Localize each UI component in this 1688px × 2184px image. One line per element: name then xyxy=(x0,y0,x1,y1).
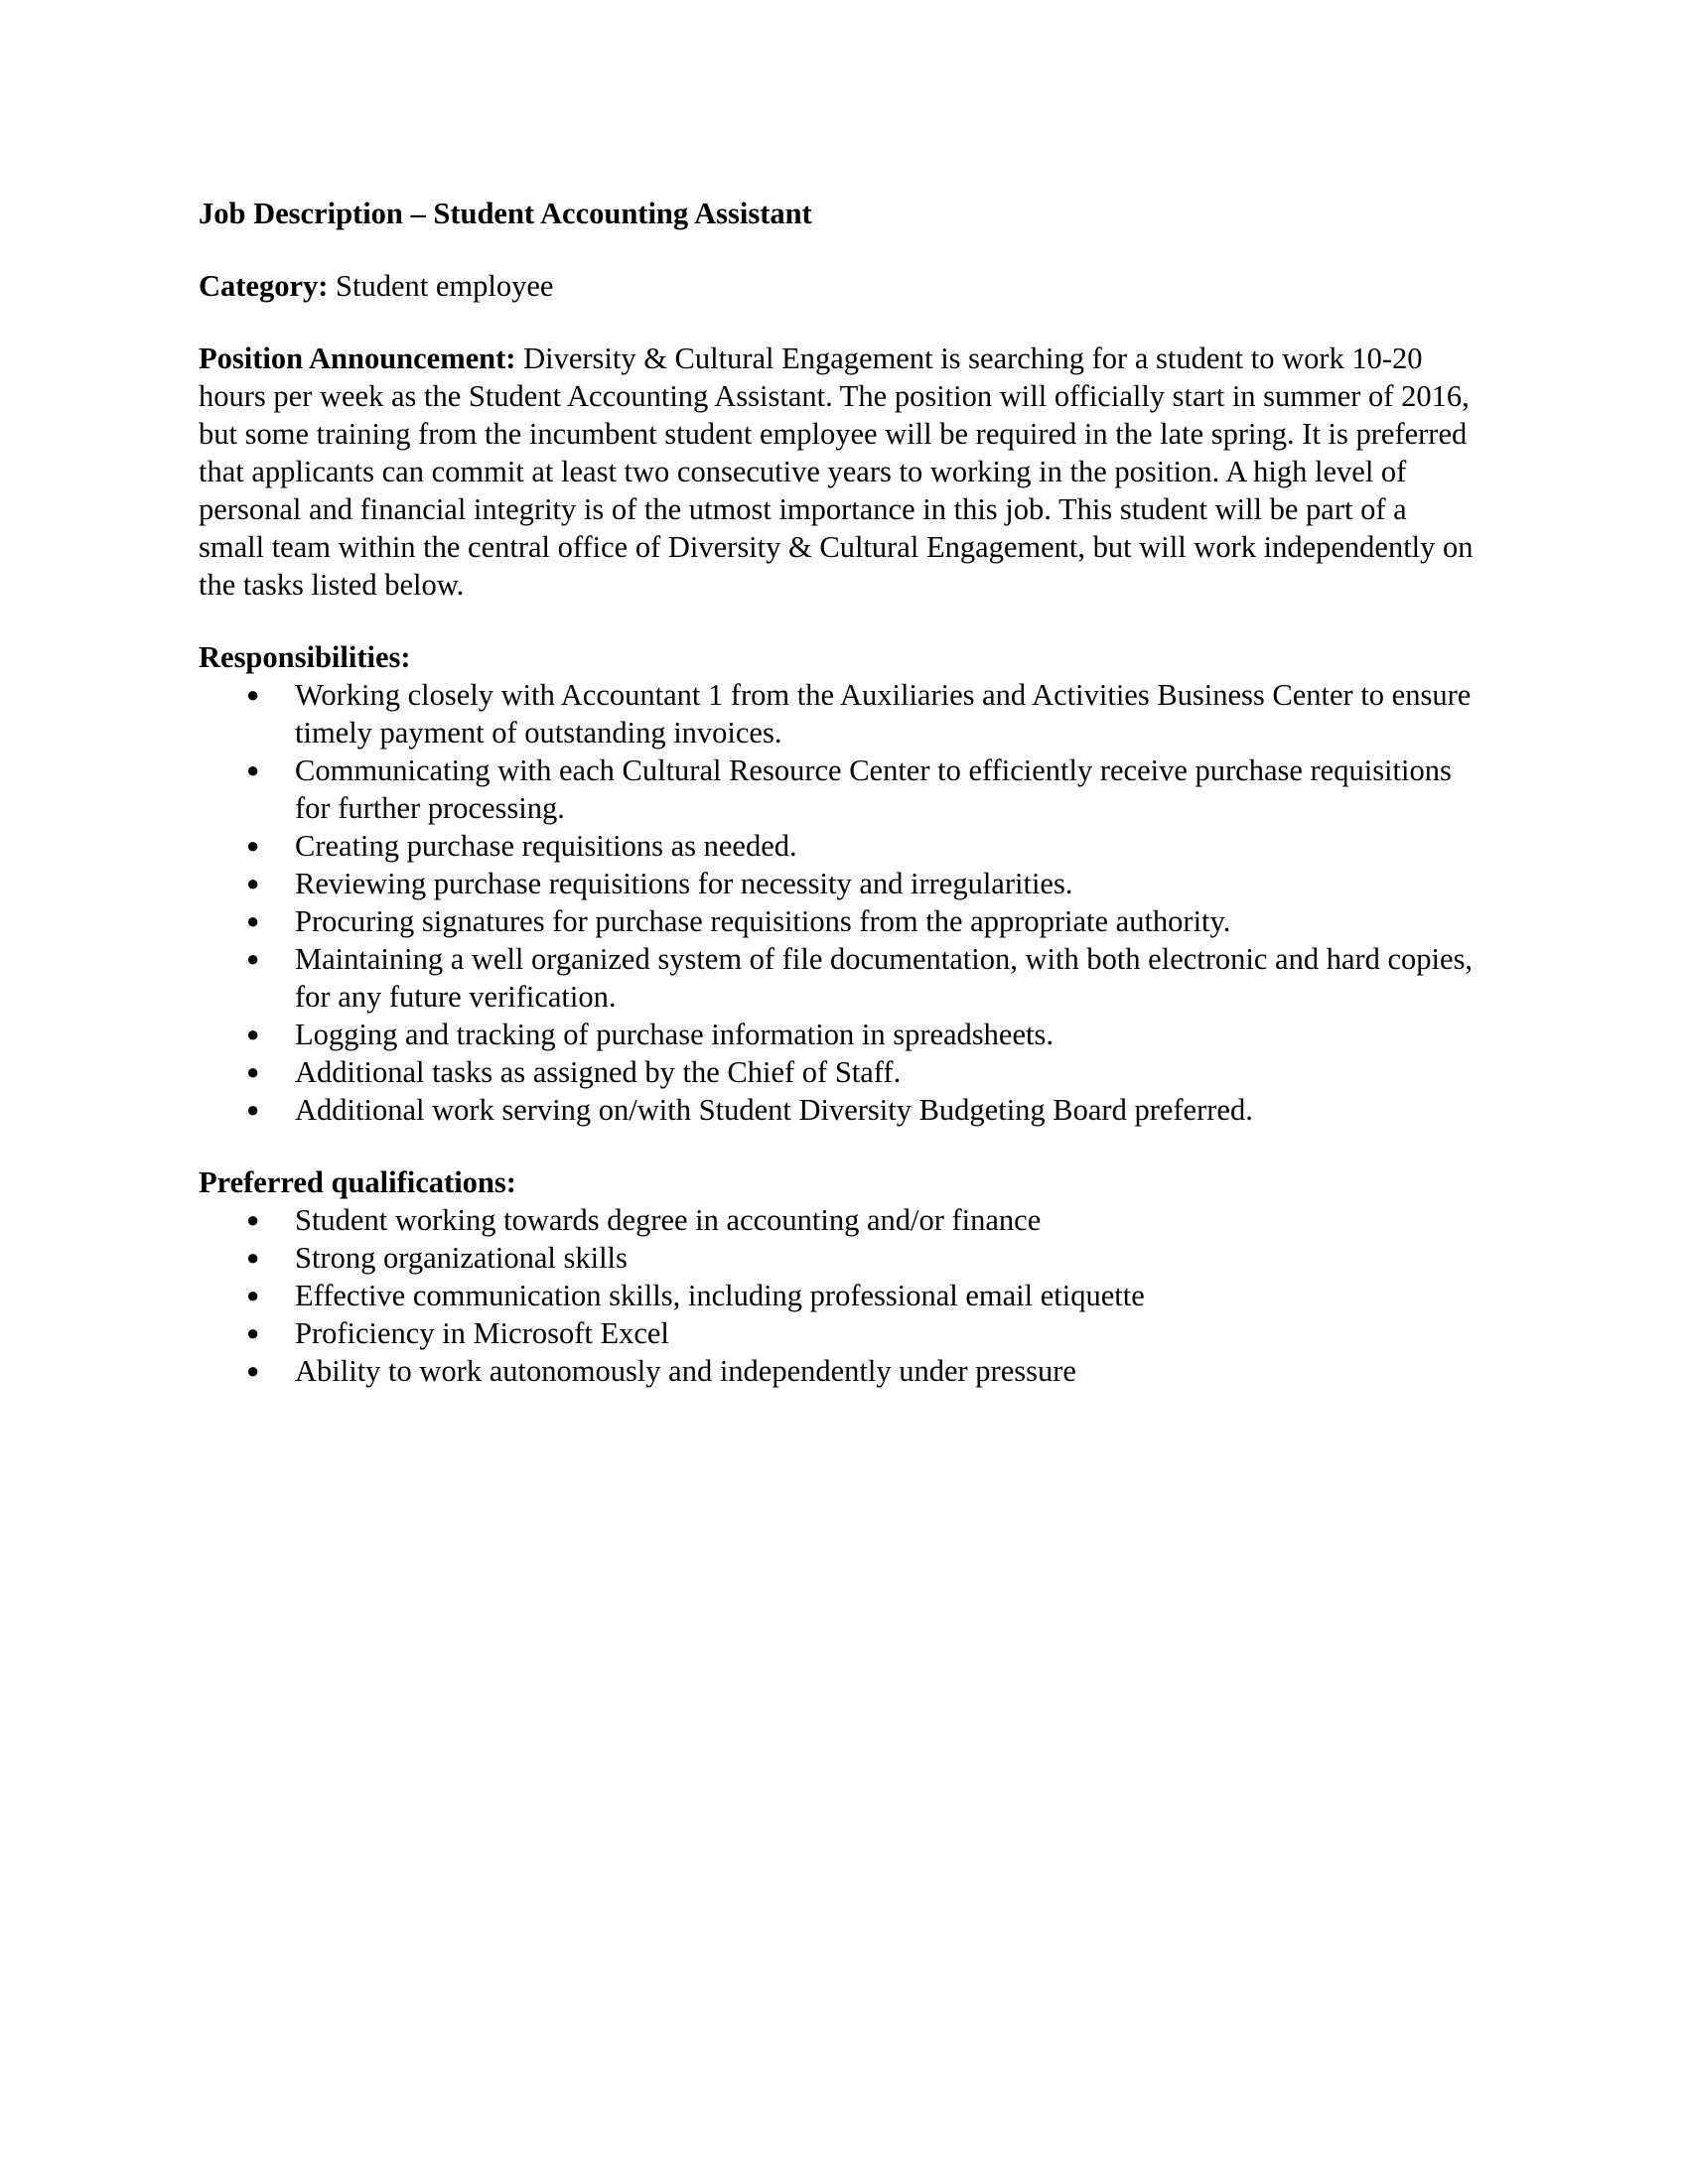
bullet-icon: ● xyxy=(246,682,260,707)
bullet-icon: ● xyxy=(246,871,260,895)
announcement-text: Diversity & Cultural Engagement is searching for a student to work 10-20 hours per week as the Student Accounting Assistant. The position will officially start in summer of 2016, but some training from the incumbent student employee will be required in the late spring. It is preferred that applicants can commit at least two consecutive years to working in the position. A high level of personal and financial integrity is of the utmost importance in this job. This student will be part of a small team within the central office of Diversity & Cultural Engagement, but will work independently on the tasks listed below. xyxy=(199,341,1474,602)
list-item-text: Effective communication skills, including professional email etiquette xyxy=(295,1279,1145,1312)
bullet-icon: ● xyxy=(246,1320,260,1345)
bullet-icon: ● xyxy=(246,833,260,858)
list-item-text: Procuring signatures for purchase requisitions from the appropriate authority. xyxy=(295,904,1231,938)
list-item-text: Creating purchase requisitions as needed. xyxy=(295,829,797,863)
spacer xyxy=(199,1129,1489,1163)
bullet-icon: ● xyxy=(246,1358,260,1383)
spacer xyxy=(199,232,1489,267)
list-item xyxy=(199,1277,1486,1314)
document-title: Job Description – Student Accounting Assistant xyxy=(199,197,812,230)
qualifications-heading: Preferred qualifications: xyxy=(199,1165,516,1199)
category-value: Student employee xyxy=(336,269,554,303)
spacer xyxy=(199,305,1489,340)
list-item-text: Strong organizational skills xyxy=(295,1241,628,1275)
bullet-icon: ● xyxy=(246,908,260,933)
bullet-icon: ● xyxy=(246,1283,260,1307)
list-item xyxy=(199,940,1486,1016)
list-item-text: Maintaining a well organized system of file documentation, with both electronic and hard copies, for any future verification. xyxy=(295,942,1474,1014)
bullet-icon: ● xyxy=(246,1207,260,1232)
list-item-text: Proficiency in Microsoft Excel xyxy=(295,1316,669,1350)
list-item xyxy=(199,1239,1486,1277)
list-item-text: Additional tasks as assigned by the Chief of Staff. xyxy=(295,1055,902,1089)
bullet-icon: ● xyxy=(246,1245,260,1270)
list-item xyxy=(199,865,1486,902)
list-item xyxy=(199,1016,1486,1053)
list-item xyxy=(199,1053,1486,1091)
document-page xyxy=(199,195,1489,1390)
list-item-text: Communicating with each Cultural Resource Center to efficiently receive purchase requisitions for further processing. xyxy=(295,753,1452,825)
list-item xyxy=(199,1201,1486,1239)
list-item-text: Logging and tracking of purchase information in spreadsheets. xyxy=(295,1018,1054,1051)
list-item-text: Additional work serving on/with Student Diversity Budgeting Board preferred. xyxy=(295,1093,1253,1127)
list-item xyxy=(199,676,1486,751)
bullet-icon: ● xyxy=(246,1022,260,1046)
qualifications-list xyxy=(199,1201,1489,1390)
list-item xyxy=(199,1314,1486,1352)
bullet-icon: ● xyxy=(246,1097,260,1122)
list-item xyxy=(199,827,1486,865)
list-item xyxy=(199,1091,1486,1129)
bullet-icon: ● xyxy=(246,757,260,782)
bullet-icon: ● xyxy=(246,1059,260,1084)
position-announcement xyxy=(199,340,1479,604)
list-item-text: Ability to work autonomously and independently under pressure xyxy=(295,1354,1076,1388)
responsibilities-list xyxy=(199,676,1489,1129)
list-item xyxy=(199,751,1486,827)
list-item-text: Reviewing purchase requisitions for necessity and irregularities. xyxy=(295,867,1073,900)
responsibilities-heading: Responsibilities: xyxy=(199,640,411,674)
category-line xyxy=(199,267,1489,305)
list-item-text: Working closely with Accountant 1 from the Auxiliaries and Activities Business Center to ensure timely payment of outstanding invoices. xyxy=(295,678,1472,750)
list-item xyxy=(199,902,1486,940)
category-label: Category: xyxy=(199,269,329,303)
spacer xyxy=(199,604,1489,638)
list-item-text: Student working towards degree in accounting and/or finance xyxy=(295,1203,1042,1237)
announcement-label: Position Announcement: xyxy=(199,341,516,375)
bullet-icon: ● xyxy=(246,946,260,971)
list-item xyxy=(199,1352,1486,1390)
